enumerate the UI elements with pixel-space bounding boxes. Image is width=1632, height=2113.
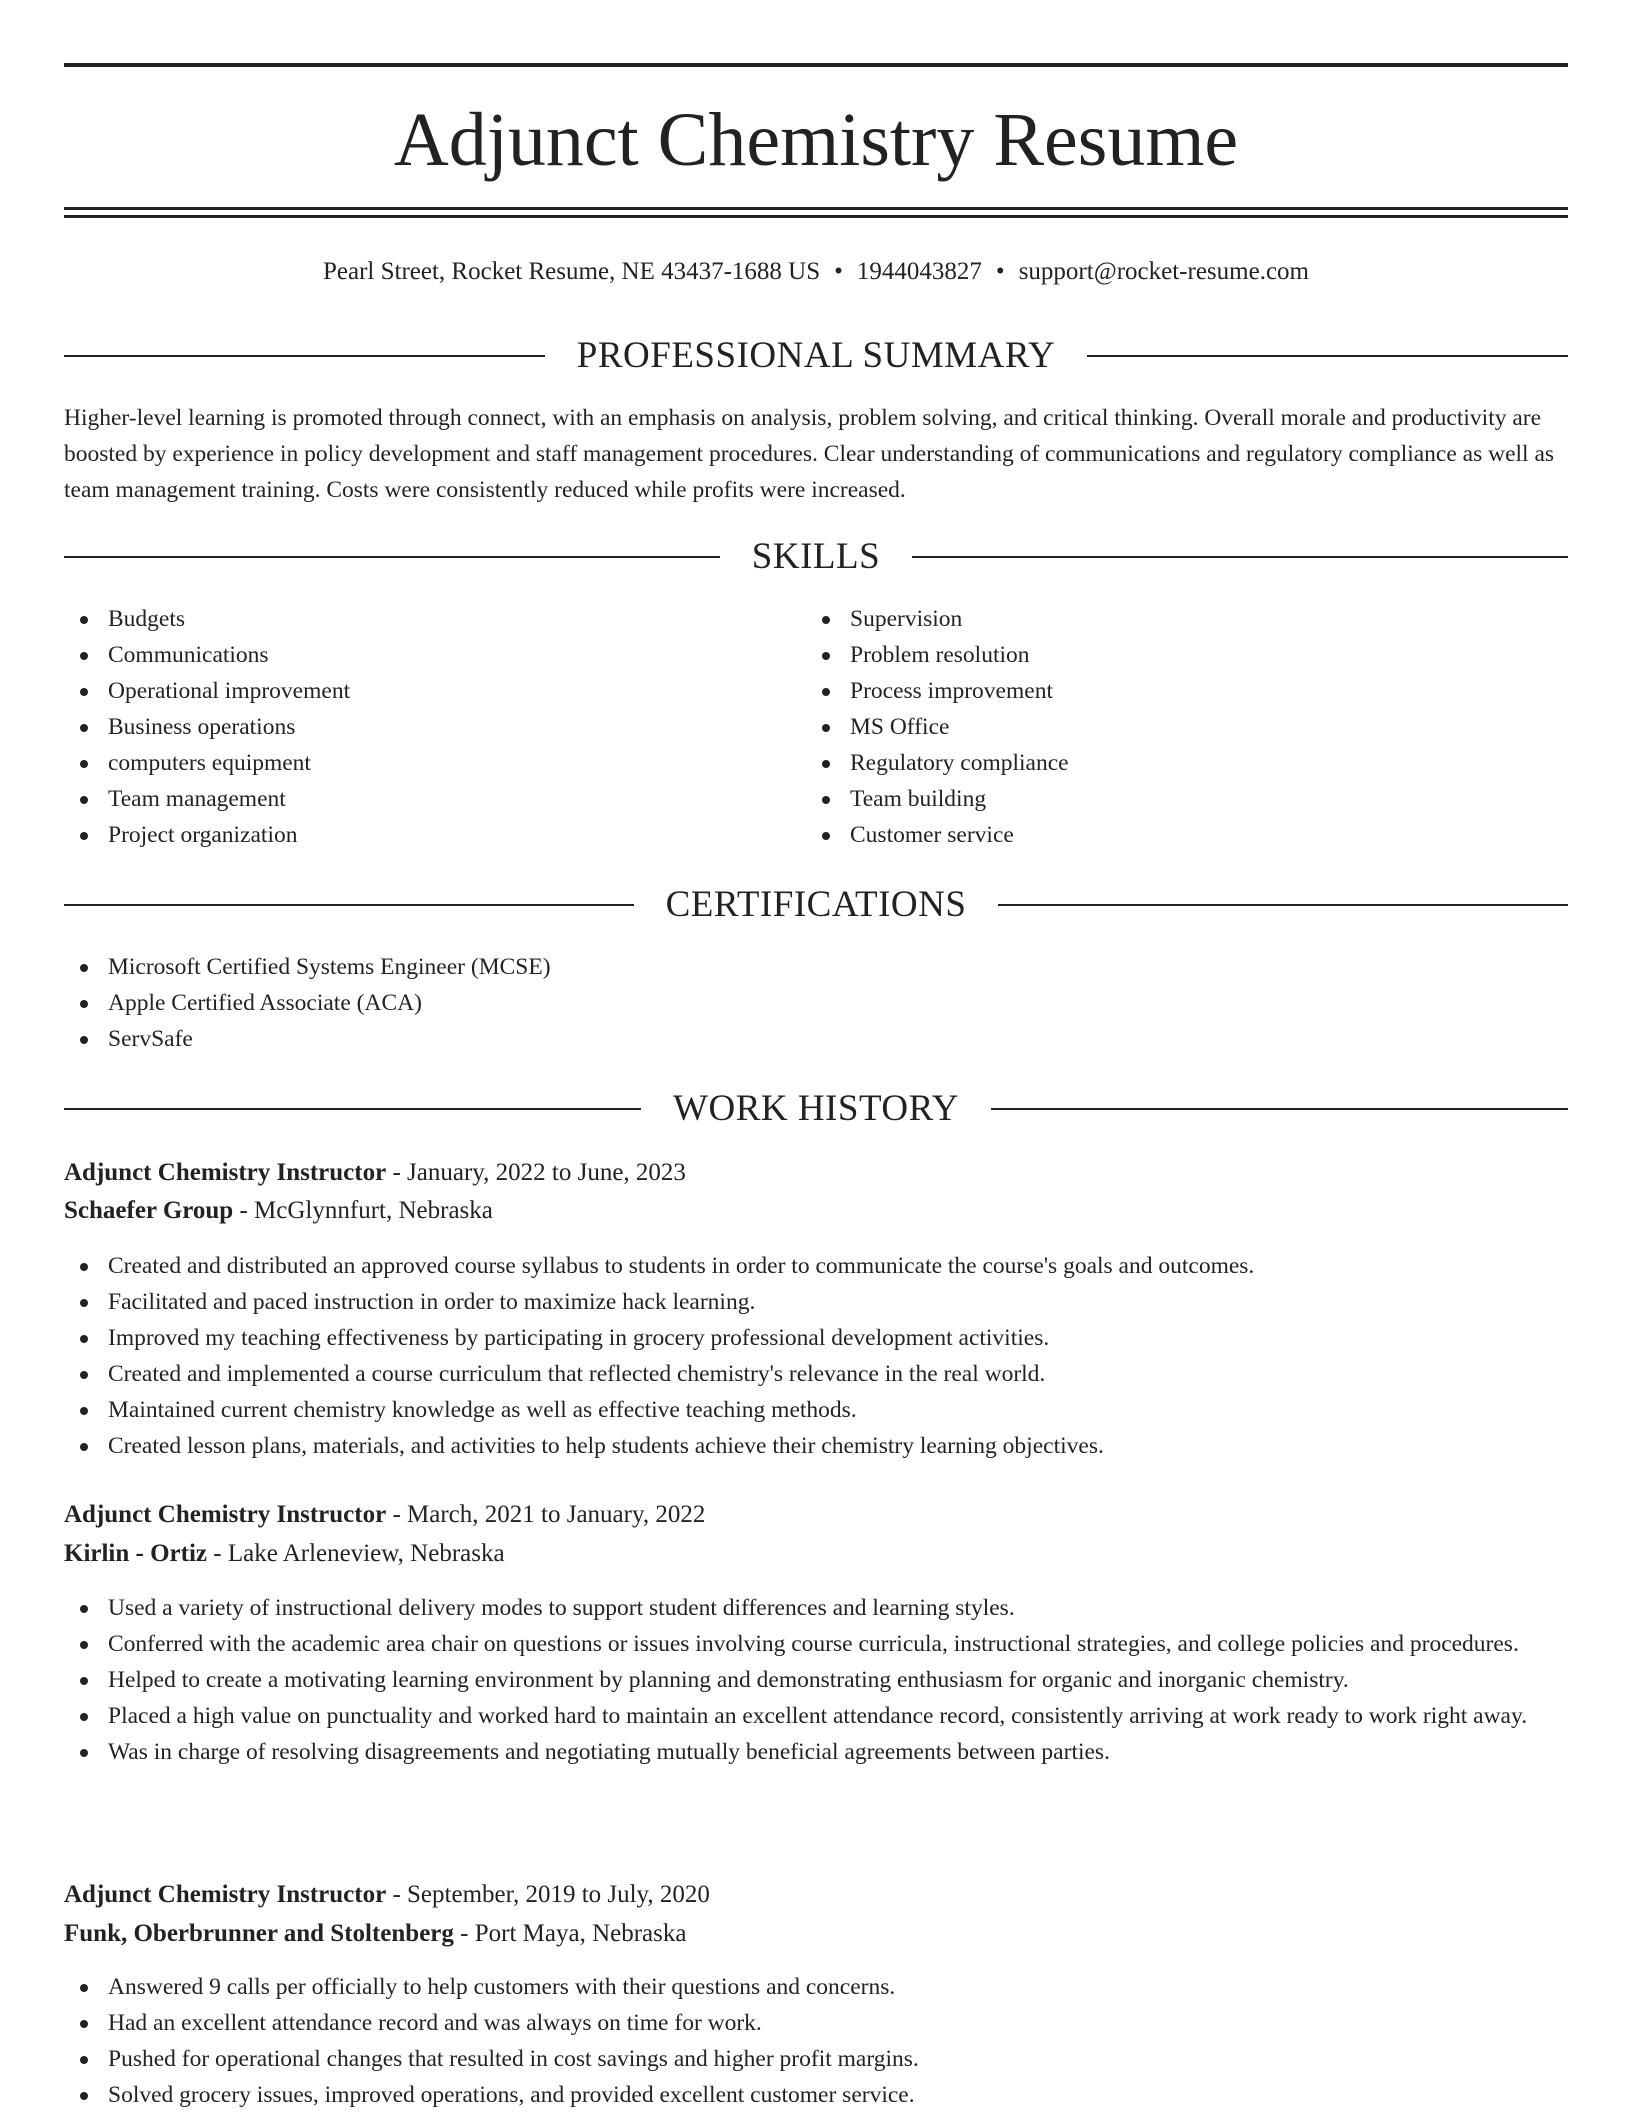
job-duty: Conferred with the academic area chair on questions or issues involving course curricula, instructional strategies, and college policies and procedures. <box>64 1626 1568 1662</box>
job-duty: Pushed for operational changes that resulted in cost savings and higher profit margins. <box>64 2041 1568 2077</box>
contact-phone: 1944043827 <box>856 258 982 285</box>
job-title: Adjunct Chemistry Instructor <box>64 1501 387 1528</box>
job-duty: Helped to create a motivating learning environment by planning and demonstrating enthusiasm for organic and inorganic chemistry. <box>64 1662 1568 1698</box>
contact-separator: • <box>995 258 1005 285</box>
job-dates: September, 2019 to July, 2020 <box>407 1881 710 1908</box>
resume-title: Adjunct Chemistry Resume <box>393 98 1239 182</box>
title-rule-upper <box>64 207 1568 210</box>
skills-heading-label: SKILLS <box>751 536 881 577</box>
job-company-line: Funk, Oberbrunner and Stoltenberg - Port Maya, Nebraska <box>64 1920 687 1947</box>
skills-list-left <box>64 601 764 853</box>
skills-list-right <box>806 601 1506 853</box>
job-location: Lake Arleneview, Nebraska <box>227 1540 505 1567</box>
contact-address: Pearl Street, Rocket Resume, NE 43437-1688 US <box>323 258 821 285</box>
certification-item: Apple Certified Associate (ACA) <box>64 985 1568 1021</box>
job-duty: Answered 9 calls per officially to help customers with their questions and concerns. <box>64 1969 1568 2005</box>
heading-rule <box>998 904 1568 906</box>
job-duties-list <box>64 1590 1568 1770</box>
heading-rule <box>991 1108 1568 1110</box>
certification-item: Microsoft Certified Systems Engineer (MCSE) <box>64 949 1568 985</box>
work-history-heading <box>64 1087 1568 1131</box>
contact-email: support@rocket-resume.com <box>1018 258 1309 285</box>
top-rule <box>64 63 1568 67</box>
job-location: Port Maya, Nebraska <box>474 1920 687 1947</box>
skill-item: Project organization <box>64 817 764 853</box>
job-title-line: Adjunct Chemistry Instructor - March, 2021 to January, 2022 <box>64 1501 706 1528</box>
job-duty: Maintained current chemistry knowledge as well as effective teaching methods. <box>64 1392 1568 1428</box>
skill-item: Operational improvement <box>64 673 764 709</box>
job-duty: Improved my teaching effectiveness by participating in grocery professional development activities. <box>64 1320 1568 1356</box>
heading-rule <box>64 355 545 357</box>
heading-rule <box>1087 355 1568 357</box>
contact-separator: • <box>834 258 843 285</box>
job-company: Kirlin - Ortiz <box>64 1540 208 1567</box>
job-dates: March, 2021 to January, 2022 <box>407 1501 706 1528</box>
job-duty: Placed a high value on punctuality and worked hard to maintain an excellent attendance record, consistently arriving at work ready to work right away. <box>64 1698 1568 1734</box>
certifications-list <box>64 949 1568 1057</box>
job-company: Schaefer Group <box>64 1197 234 1224</box>
title-rule-lower <box>64 215 1568 218</box>
skill-item: Problem resolution <box>806 637 1506 673</box>
job-title-line: Adjunct Chemistry Instructor - September, 2019 to July, 2020 <box>64 1881 710 1908</box>
skill-item: Process improvement <box>806 673 1506 709</box>
skill-item: Team management <box>64 781 764 817</box>
heading-rule <box>64 1108 641 1110</box>
certifications-heading-label: CERTIFICATIONS <box>665 884 967 925</box>
job-title-line: Adjunct Chemistry Instructor - January, 2022 to June, 2023 <box>64 1159 686 1186</box>
heading-rule <box>912 556 1568 558</box>
job-duties-list <box>64 1248 1568 1464</box>
skills-heading <box>64 535 1568 579</box>
skill-item: computers equipment <box>64 745 764 781</box>
job-company-line: Schaefer Group - McGlynnfurt, Nebraska <box>64 1197 493 1224</box>
job-duty: Facilitated and paced instruction in order to maximize hack learning. <box>64 1284 1568 1320</box>
skill-item: Budgets <box>64 601 764 637</box>
job-duty: Created and implemented a course curriculum that reflected chemistry's relevance in the real world. <box>64 1356 1568 1392</box>
skill-item: Communications <box>64 637 764 673</box>
job-dates: January, 2022 to June, 2023 <box>407 1159 686 1186</box>
summary-heading <box>64 334 1568 378</box>
certifications-heading <box>64 883 1568 927</box>
job-duty: Used a variety of instructional delivery modes to support student differences and learning styles. <box>64 1590 1568 1626</box>
work-history-heading-label: WORK HISTORY <box>673 1088 959 1129</box>
summary-heading-label: PROFESSIONAL SUMMARY <box>576 335 1056 376</box>
job-duties-list <box>64 1969 1568 2113</box>
contact-line <box>64 256 1568 288</box>
job-title: Adjunct Chemistry Instructor <box>64 1159 387 1186</box>
job-duty: Had an excellent attendance record and was always on time for work. <box>64 2005 1568 2041</box>
heading-rule <box>64 904 634 906</box>
summary-text: Higher-level learning is promoted through connect, with an emphasis on analysis, problem solving, and critical thinking. Overall morale and productivity are boosted by experience in policy development and staff management procedures. Clear understanding of communications and regulatory compliance as well as team management training. Costs were consistently reduced while profits were increased. <box>64 405 1555 503</box>
job-duty: Created and distributed an approved course syllabus to students in order to communicate the course's goals and outcomes. <box>64 1248 1568 1284</box>
certification-item: ServSafe <box>64 1021 1568 1057</box>
skill-item: Team building <box>806 781 1506 817</box>
skill-item: Customer service <box>806 817 1506 853</box>
skill-item: Business operations <box>64 709 764 745</box>
job-duty: Was in charge of resolving disagreements and negotiating mutually beneficial agreements between parties. <box>64 1734 1568 1770</box>
skill-item: Supervision <box>806 601 1506 637</box>
job-location: McGlynnfurt, Nebraska <box>254 1197 493 1224</box>
skill-item: MS Office <box>806 709 1506 745</box>
skill-item: Regulatory compliance <box>806 745 1506 781</box>
job-company: Funk, Oberbrunner and Stoltenberg <box>64 1920 454 1947</box>
job-duty: Created lesson plans, materials, and activities to help students achieve their chemistry learning objectives. <box>64 1428 1568 1464</box>
job-duty: Solved grocery issues, improved operations, and provided excellent customer service. <box>64 2077 1568 2113</box>
job-title: Adjunct Chemistry Instructor <box>64 1881 387 1908</box>
job-company-line: Kirlin - Ortiz - Lake Arleneview, Nebraska <box>64 1540 505 1567</box>
heading-rule <box>64 556 720 558</box>
